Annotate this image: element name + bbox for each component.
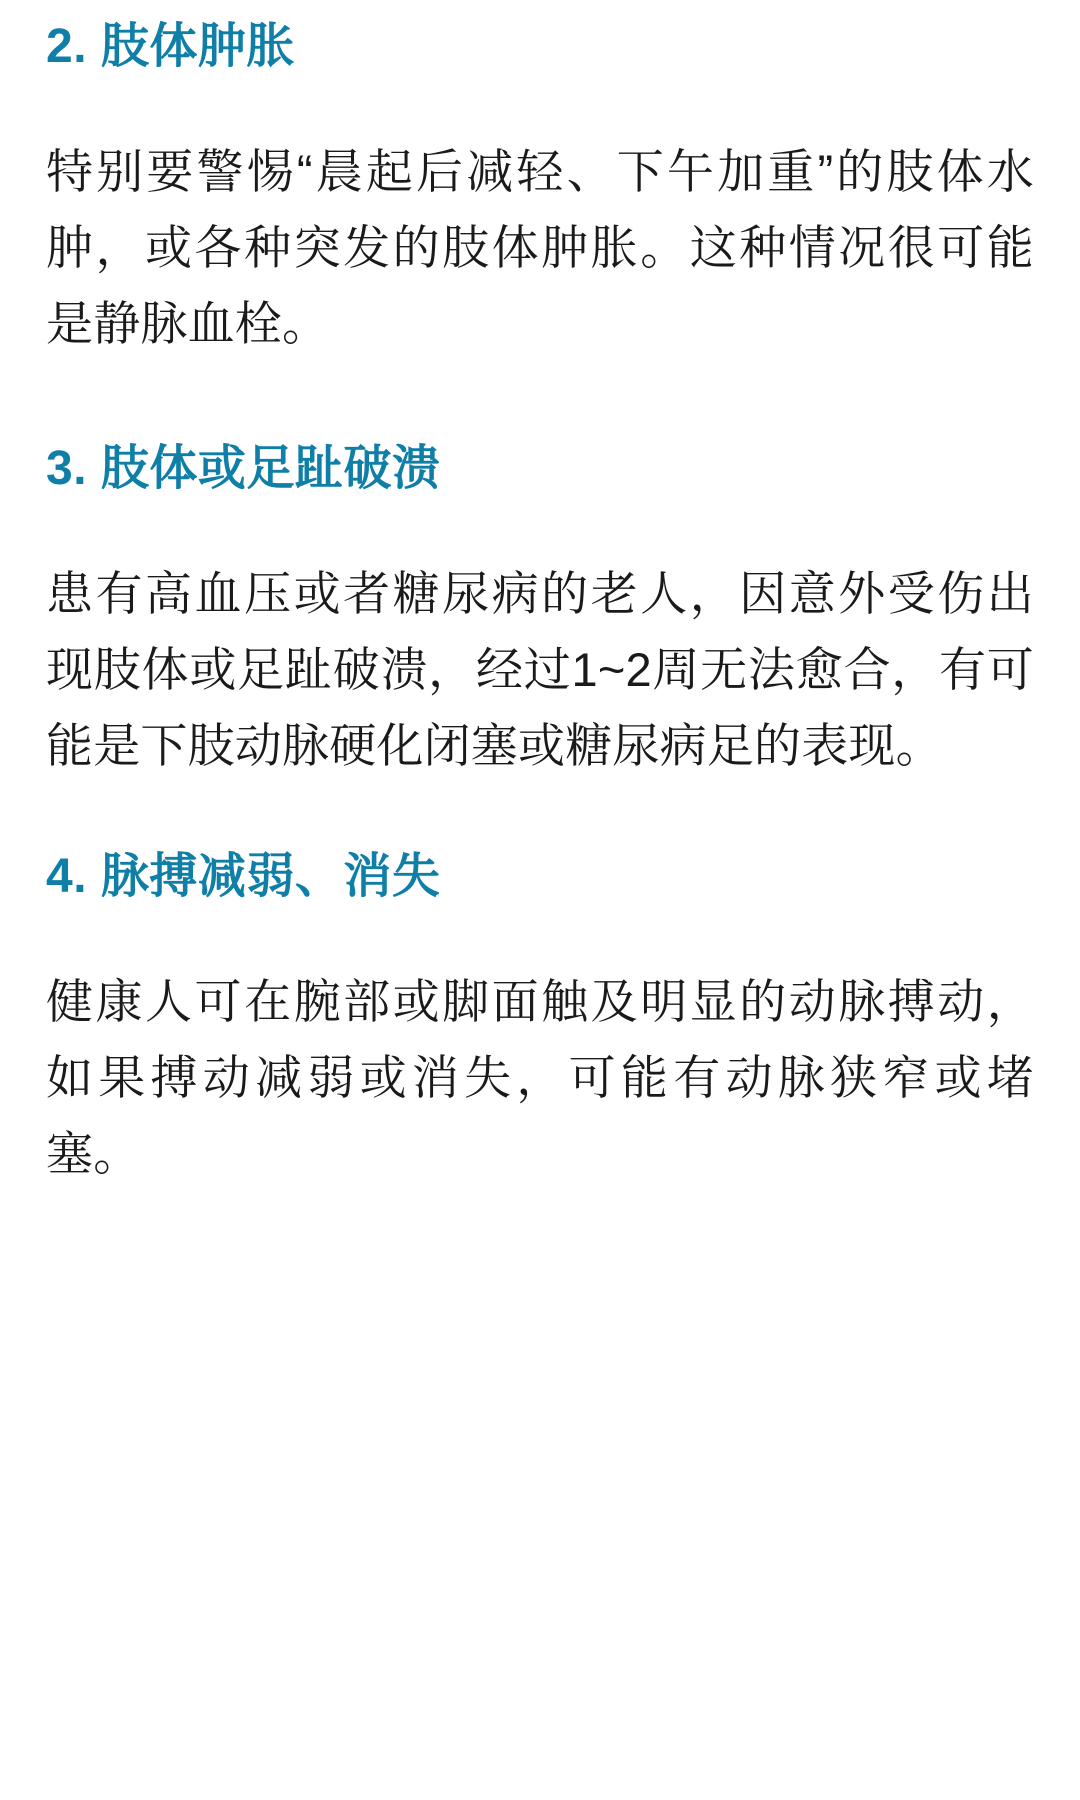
spacer [46, 784, 1034, 848]
spacer [46, 362, 1034, 440]
spacer [46, 498, 1034, 556]
spacer [46, 76, 1034, 134]
section-4-heading: 4. 脉搏减弱、消失 [46, 849, 441, 903]
section-2 [46, 18, 1034, 362]
section-2-paragraph: 特别要警惕“晨起后减轻、下午加重”的肢体水肿，或各种突发的肢体肿胀。这种情况很可能是静脉血栓。 [46, 144, 1034, 350]
section-3-heading: 3. 肢体或足趾破溃 [46, 441, 441, 495]
section-4 [46, 848, 1034, 1192]
section-3-paragraph: 患有高血压或者糖尿病的老人，因意外受伤出现肢体或足趾破溃，经过1~2周无法愈合，有可能是下肢动脉硬化闭塞或糖尿病足的表现。 [46, 566, 1034, 772]
section-2-heading: 2. 肢体肿胀 [46, 20, 295, 73]
section-3 [46, 440, 1034, 784]
section-4-paragraph: 健康人可在腕部或脚面触及明显的动脉搏动，如果搏动减弱或消失，可能有动脉狭窄或堵塞。 [46, 974, 1034, 1180]
spacer [46, 906, 1034, 964]
